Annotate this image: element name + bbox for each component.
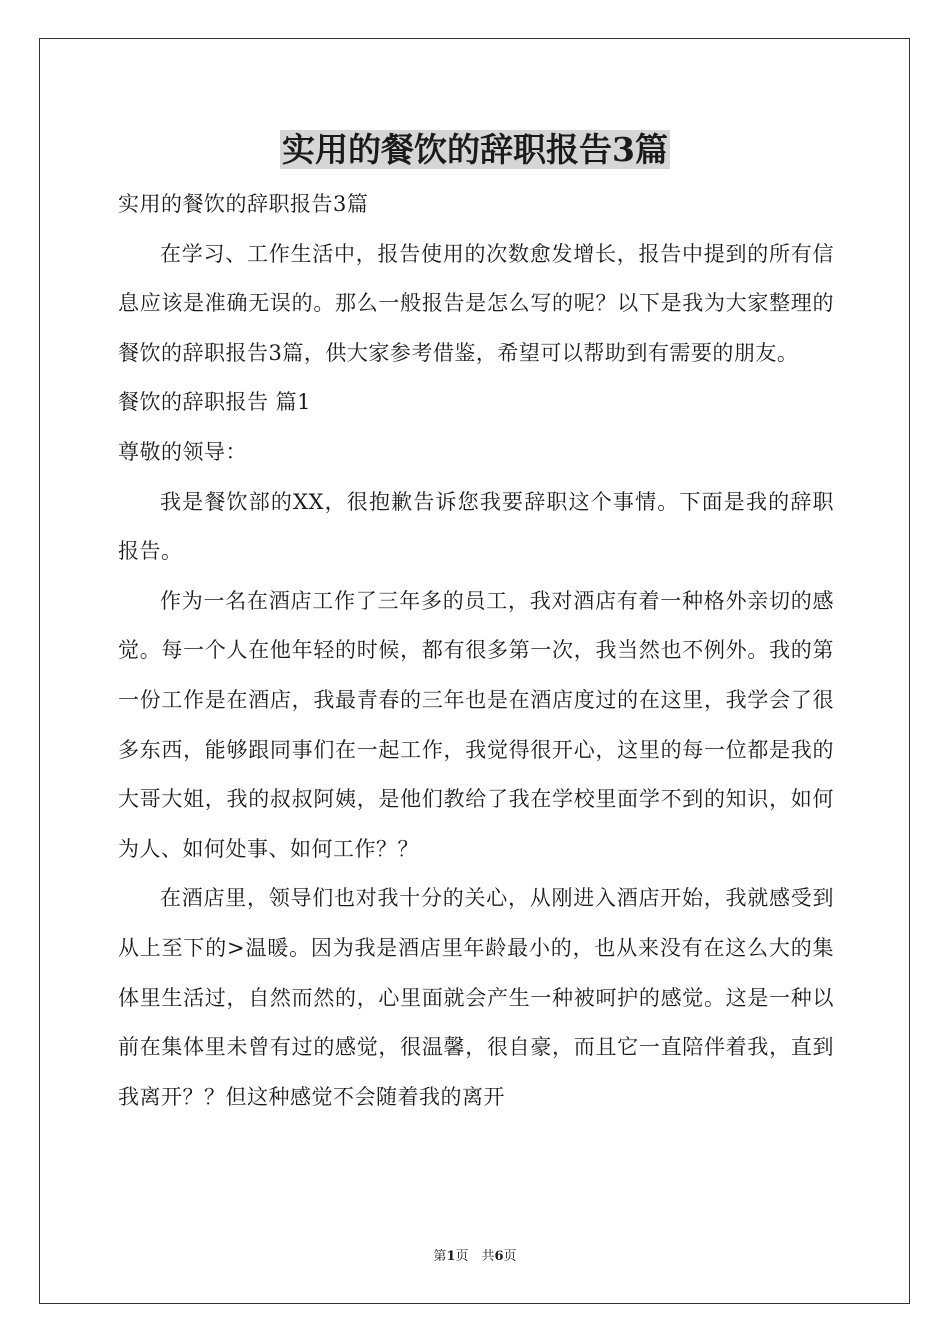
document-body: [118, 180, 834, 1122]
paragraph: 在学习、工作生活中，报告使用的次数愈发增长，报告中提到的所有信息应该是准确无误的。那么一般报告是怎么写的呢？以下是我为大家整理的餐饮的辞职报告3篇，供大家参考借鉴，希望可以帮助到有需要的朋友。: [118, 241, 834, 365]
paragraph: 作为一名在酒店工作了三年多的员工，我对酒店有着一种格外亲切的感觉。每一个人在他年轻的时候，都有很多第一次，我当然也不例外。我的第一份工作是在酒店，我最青春的三年也是在酒店度过的在这里，我学会了很多东西，能够跟同事们在一起工作，我觉得很开心，这里的每一位都是我的大哥大姐，我的叔叔阿姨，是他们教给了我在学校里面学不到的知识，如何为人、如何处事、如何工作？？: [118, 588, 834, 861]
document-title: [0, 128, 950, 172]
page-footer: [0, 1248, 950, 1266]
paragraph: 尊敬的领导：: [118, 439, 247, 464]
footer-current-page: 1: [446, 1249, 456, 1264]
paragraph: 实用的餐饮的辞职报告3篇: [118, 192, 369, 216]
paragraph: 餐饮的辞职报告 篇1: [118, 390, 312, 415]
paragraph: 我是餐饮部的XX，很抱歉告诉您我要辞职这个事情。下面是我的辞职报告。: [118, 489, 834, 564]
paragraph: 在酒店里，领导们也对我十分的关心，从刚进入酒店开始，我就感受到从上至下的>温暖。因为我是酒店里年龄最小的，也从来没有在这么大的集体里生活过，自然而然的，心里面就会产生一种被呵护的感觉。这是一种以前在集体里未曾有过的感觉，很温馨，很自豪，而且它一直陪伴着我，直到我离开？？但这种感觉不会随着我的离开: [118, 886, 834, 1109]
document-title-text: 实用的餐饮的辞职报告3篇: [282, 130, 668, 169]
footer-prefix: 第: [433, 1249, 447, 1264]
footer-mid: 页 共: [455, 1249, 495, 1264]
footer-total-pages: 6: [494, 1249, 504, 1264]
footer-suffix: 页: [503, 1249, 517, 1264]
